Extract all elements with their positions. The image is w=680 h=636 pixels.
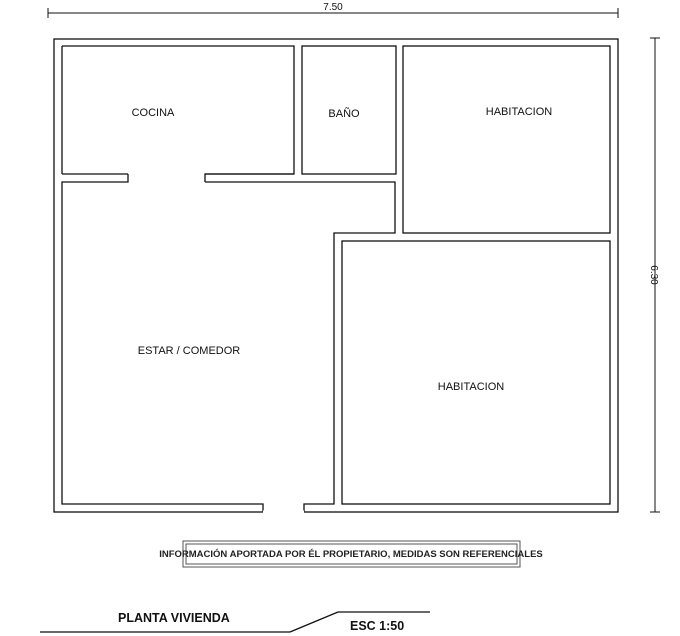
note-text: INFORMACIÓN APORTADA POR ÉL PROPIETARIO, MEDIDAS SON REFERENCIALES — [159, 549, 543, 560]
room-label-bano: BAÑO — [328, 108, 360, 120]
room-habitacion-2 — [342, 241, 610, 504]
width-label: 7.50 — [323, 2, 343, 13]
room-label-cocina: COCINA — [131, 107, 175, 119]
room-cocina — [62, 46, 294, 182]
height-label: 6.30 — [648, 265, 659, 285]
room-bano — [302, 46, 396, 174]
plan-scale: ESC 1:50 — [350, 619, 405, 633]
plan-title: PLANTA VIVIENDA — [118, 611, 230, 625]
plan-title-block — [40, 611, 430, 633]
reference-note — [159, 541, 543, 567]
room-label-estar-comedor: ESTAR / COMEDOR — [137, 345, 241, 357]
width-dimension — [48, 2, 618, 18]
room-estar-comedor — [62, 174, 395, 512]
room-label-habitacion-1: HABITACION — [485, 106, 553, 118]
room-label-habitacion-2: HABITACION — [437, 381, 505, 393]
room-habitacion-1 — [403, 46, 610, 233]
height-dimension — [648, 38, 660, 512]
